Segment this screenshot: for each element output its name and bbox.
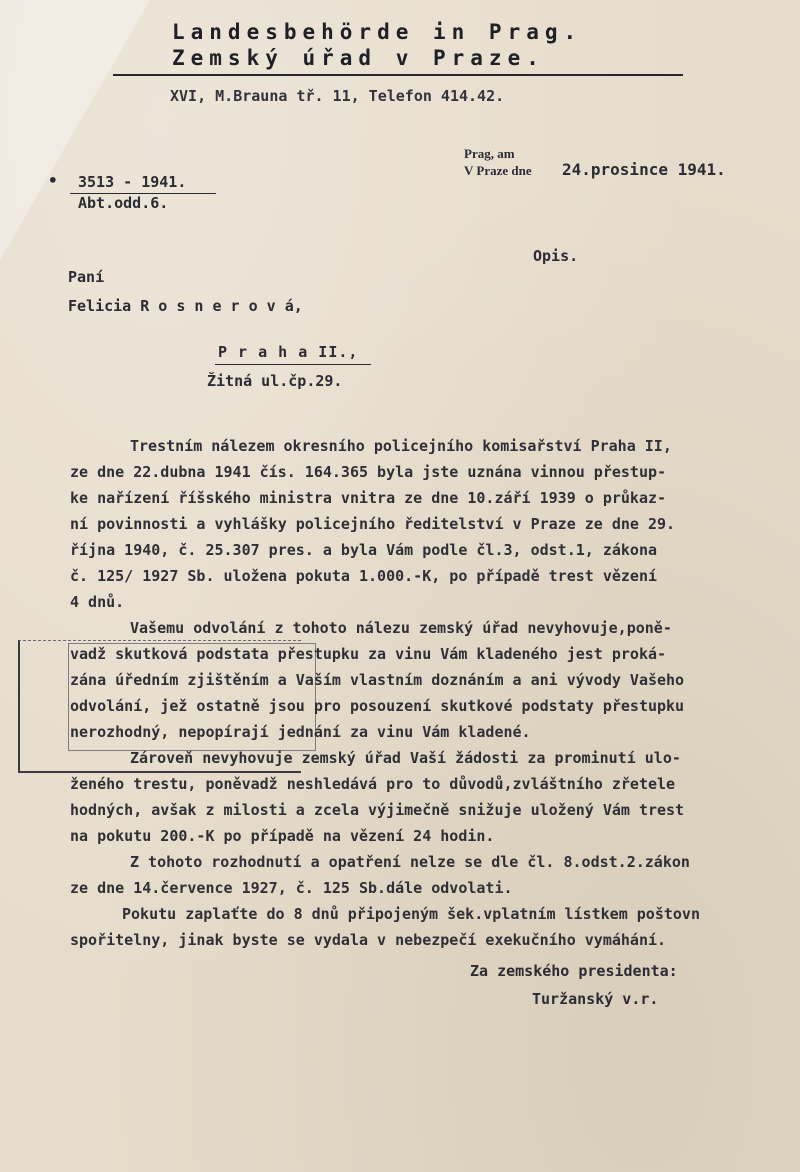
body-line: Vašemu odvolání z tohoto nálezu zemský úřad nevyhovuje,poně-	[130, 619, 672, 637]
body-line: odvolání, jež ostatně jsou pro posouzení skutkové podstaty přestupku	[70, 697, 685, 715]
body-line: ní povinnosti a vyhlášky policejního ředitelství v Praze ze dne 29.	[70, 515, 676, 533]
recipient-street: Žitná ul.čp.29.	[207, 372, 343, 390]
body-line: na pokutu 200.-K po případě na vězení 24 hodin.	[70, 827, 495, 845]
signature-label: Za zemského presidenta:	[470, 962, 678, 980]
body-line: ženého trestu, poněvadž neshledává pro to důvodů,zvláštního zřetele	[70, 775, 676, 793]
header-rule	[113, 74, 683, 76]
salutation: Paní	[68, 268, 105, 286]
body-line: hodných, avšak z milosti a zcela výjimečně snižuje uložený Vám trest	[70, 801, 685, 819]
body-line: č. 125/ 1927 Sb. uložena pokuta 1.000.-K, po případě trest vězení	[70, 567, 657, 585]
body-line: zána úředním zjištěním a Vaším vlastním doznáním a ani vývody Vašeho	[70, 671, 685, 689]
body-line: ke nařízení říšského ministra vnitra ze dne 10.září 1939 o průkaz-	[70, 489, 667, 507]
city-underline	[215, 364, 371, 365]
document-date: 24.prosince 1941.	[562, 160, 726, 179]
copy-mark: Opis.	[533, 247, 579, 265]
signatory-name: Turžanský v.r.	[532, 990, 659, 1008]
recipient-city: P r a h a II.,	[218, 343, 359, 361]
body-line: Trestním nálezem okresního policejního komisařství Praha II,	[130, 437, 672, 455]
body-line: vadž skutková podstata přestupku za vinu Vám kladeného jest proká-	[70, 645, 667, 663]
body-line: ze dne 22.dubna 1941 čís. 164.365 byla jste uznána vinnou přestup-	[70, 463, 667, 481]
body-line: Z tohoto rozhodnutí a opatření nelze se dle čl. 8.odst.2.zákon	[130, 853, 690, 871]
body-line: Zároveň nevyhovuje zemský úřad Vaší žádosti za prominutí ulo-	[130, 749, 681, 767]
recipient-name: Felicia R o s n e r o v á,	[68, 297, 303, 315]
body-line: Pokutu zaplaťte do 8 dnů připojeným šek.vplatním lístkem poštovn	[122, 905, 700, 923]
body-line: 4 dnů.	[70, 593, 125, 611]
reference-number: 3513 - 1941.	[78, 173, 187, 191]
dateline-label-czech: V Praze dne	[464, 163, 532, 178]
body-line: nerozhodný, nepopírají jednání za vinu Vám kladené.	[70, 723, 531, 741]
reference-bullet: •	[48, 171, 58, 190]
authority-name-german: Landesbehörde in Prag.	[172, 20, 583, 44]
authority-address: XVI, M.Brauna tř. 11, Telefon 414.42.	[170, 87, 505, 105]
folded-corner	[0, 0, 150, 260]
body-line: října 1940, č. 25.307 pres. a byla Vám podle čl.3, odst.1, zákona	[70, 541, 657, 559]
body-line: spořitelny, jinak byste se vydala v nebezpečí exekučního vymáhání.	[70, 931, 667, 949]
body-line: ze dne 14.července 1927, č. 125 Sb.dále odvolati.	[70, 879, 513, 897]
authority-name-czech: Zemský úřad v Praze.	[172, 46, 545, 70]
dateline-label-german: Prag, am	[464, 146, 515, 161]
department-code: Abt.odd.6.	[78, 194, 169, 212]
